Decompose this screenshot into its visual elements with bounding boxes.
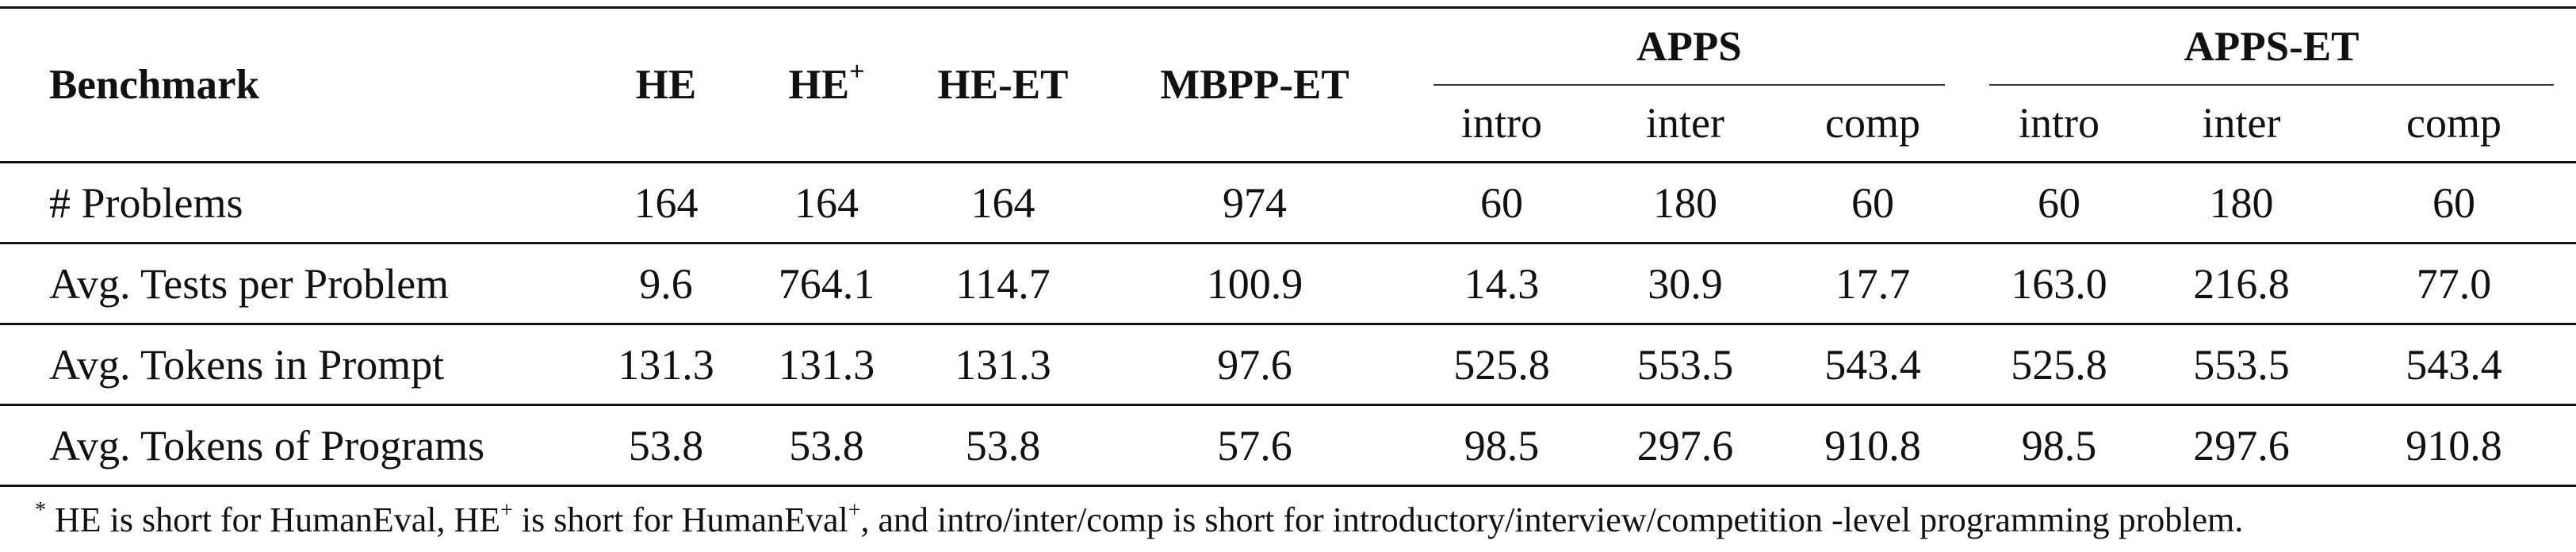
table-cell: 131.3: [587, 324, 745, 405]
header-apps-et: APPS-ET: [2184, 24, 2360, 71]
table-cell: 77.0: [2332, 243, 2576, 324]
benchmark-statistics-table-container: [0, 6, 2576, 487]
table-cell: 9.6: [587, 243, 745, 324]
footnote-sup-2: +: [848, 498, 861, 523]
apps-et-group-rule: [1989, 84, 2554, 86]
table-cell: 97.6: [1098, 324, 1411, 405]
table-cell: 60: [1411, 163, 1592, 243]
row-label: Avg. Tests per Problem: [0, 243, 587, 324]
table-cell: 180: [1592, 163, 1778, 243]
table-cell: 100.9: [1098, 243, 1411, 324]
header-apps-intro: intro: [1461, 99, 1542, 148]
table-cell: 764.1: [745, 243, 908, 324]
table-footnote: [35, 500, 2243, 540]
table-cell: 553.5: [1592, 324, 1778, 405]
table-cell: 974: [1098, 163, 1411, 243]
header-apps-comp: comp: [1825, 99, 1920, 148]
table-cell: 297.6: [1592, 405, 1778, 486]
table-cell: 553.5: [2151, 324, 2332, 405]
table-cell: 60: [2332, 163, 2576, 243]
table-cell: 17.7: [1778, 243, 1967, 324]
table-cell: 297.6: [2151, 405, 2332, 486]
table-cell: 53.8: [908, 405, 1098, 486]
table-row: [0, 324, 2576, 405]
table-cell: 53.8: [745, 405, 908, 486]
footnote-sup-1: +: [500, 498, 513, 523]
table-cell: 910.8: [1778, 405, 1967, 486]
header-he-plus-base: HE: [788, 62, 850, 108]
table-cell: 164: [745, 163, 908, 243]
header-apps-et-comp: comp: [2406, 99, 2502, 148]
apps-group-rule: [1433, 84, 1945, 86]
table-cell: 525.8: [1411, 324, 1592, 405]
row-label: # Problems: [0, 163, 587, 243]
row-label: Avg. Tokens in Prompt: [0, 324, 587, 405]
header-apps: APPS: [1636, 24, 1742, 71]
header-he-plus: [745, 8, 908, 163]
table-cell: 164: [587, 163, 745, 243]
table-cell: 30.9: [1592, 243, 1778, 324]
header-apps-group: [1411, 8, 1967, 86]
table-cell: 180: [2151, 163, 2332, 243]
table-cell: 14.3: [1411, 243, 1592, 324]
table-cell: 60: [1778, 163, 1967, 243]
header-benchmark: Benchmark: [0, 8, 587, 163]
table-cell: 910.8: [2332, 405, 2576, 486]
header-mbpp-et: MBPP-ET: [1098, 8, 1411, 163]
table-cell: 60: [1967, 163, 2151, 243]
header-he: HE: [587, 8, 745, 163]
table-cell: 525.8: [1967, 324, 2151, 405]
table-cell: 131.3: [745, 324, 908, 405]
table-cell: 543.4: [1778, 324, 1967, 405]
table-cell: 114.7: [908, 243, 1098, 324]
header-apps-inter: inter: [1646, 99, 1724, 148]
header-apps-et-intro: intro: [2019, 99, 2100, 148]
benchmark-statistics-table: [0, 6, 2576, 487]
table-cell: 98.5: [1967, 405, 2151, 486]
table-cell: 543.4: [2332, 324, 2576, 405]
footnote-text-3: , and intro/inter/comp is short for introductory/interview/competition -level programming problem.: [860, 500, 2244, 539]
footnote-text-2: is short for HumanEval: [512, 500, 848, 539]
table-cell: 98.5: [1411, 405, 1592, 486]
footnote-star: *: [35, 498, 46, 523]
header-apps-et-inter: inter: [2202, 99, 2281, 148]
table-cell: 57.6: [1098, 405, 1411, 486]
table-row: [0, 163, 2576, 243]
header-he-plus-sup: +: [849, 57, 865, 87]
table-cell: 53.8: [587, 405, 745, 486]
header-he-et: HE-ET: [908, 8, 1098, 163]
footnote-text-1: HE is short for HumanEval, HE: [46, 500, 501, 539]
row-label: Avg. Tokens of Programs: [0, 405, 587, 486]
table-cell: 164: [908, 163, 1098, 243]
table-cell: 131.3: [908, 324, 1098, 405]
table-row: [0, 243, 2576, 324]
table-cell: 216.8: [2151, 243, 2332, 324]
table-row: [0, 405, 2576, 486]
header-apps-et-group: [1967, 8, 2576, 86]
table-cell: 163.0: [1967, 243, 2151, 324]
